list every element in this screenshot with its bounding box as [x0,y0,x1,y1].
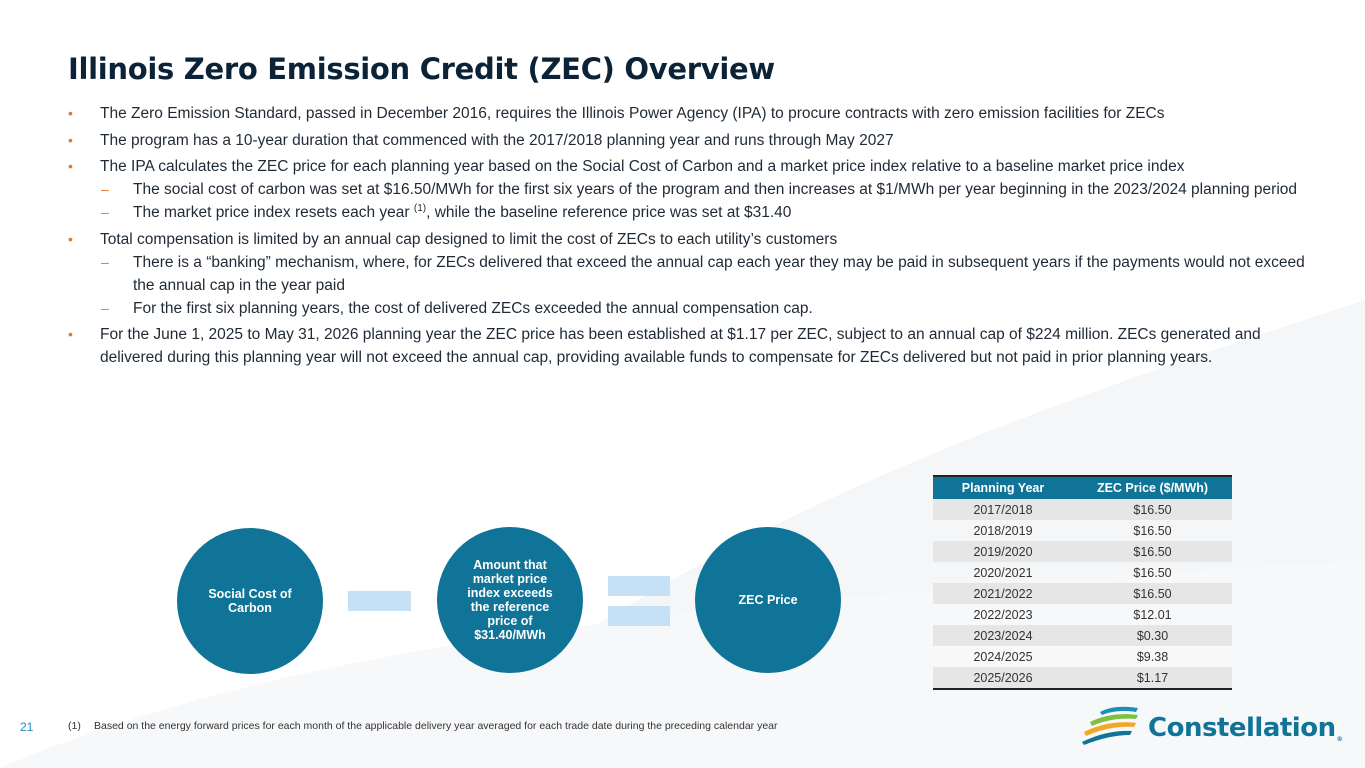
table-row [933,625,1232,646]
bullet-item [66,155,1306,224]
bullet-item [66,129,1306,152]
table-row [933,520,1232,541]
planning-year-cell: 2018/2019 [973,523,1033,538]
planning-year-cell: 2019/2020 [933,541,1073,562]
zec-price-cell: $1.17 [1073,667,1232,689]
planning-year-cell: 2024/2025 [973,649,1033,664]
zec-price-cell: $16.50 [1073,541,1232,562]
zec-price-cell: $0.30 [1073,625,1232,646]
page-number: 21 [20,720,34,734]
table-row [933,604,1232,625]
page-title: Illinois Zero Emission Credit (ZEC) Overview [68,52,775,86]
zec-price-cell: $9.38 [1136,649,1169,664]
zec-price-cell: $16.50 [1073,499,1232,520]
table-row [933,562,1232,583]
bullet-text: Total compensation is limited by an annual cap designed to limit the cost of ZECs to each utility’s customers [100,230,838,248]
footnote-text: Based on the energy forward prices for each month of the applicable delivery year averaged for each trade date during the preceding calendar year [94,720,778,732]
sub-bullet-item: – There is a “banking” mechanism, where, for ZECs delivered that exceed the annual cap each year they may be paid in subsequent years if the payments would not exceed the annual cap in the year paid [100,251,1306,297]
header-zec-price: ZEC Price ($/MWh) [1073,476,1232,499]
bullet-item [66,323,1306,369]
bullet-text: The IPA calculates the ZEC price for each planning year based on the Social Cost of Carbon and a market price index relative to a baseline market price index [100,158,1185,175]
table-header-row [933,476,1232,499]
table-row [933,667,1232,689]
bullet-item [66,228,1306,320]
sub-bullet-item [100,201,1306,224]
planning-year-cell: 2020/2021 [973,565,1033,580]
table-row [933,499,1232,520]
formula-market-excess-label: Amount that market price index exceeds the reference price of $31.40/MWh [467,558,553,642]
footnote [68,720,778,732]
table-row [933,583,1232,604]
logo-wordmark: Constellation® [1148,713,1343,743]
zec-price-cell: $16.50 [1073,583,1232,604]
bullet-text: The Zero Emission Standard, passed in December 2016, requires the Illinois Power Agency (IPA) to procure contracts with zero emission facilities for ZECs [100,105,1165,122]
bullet-text: The program has a 10-year duration that commenced with the 2017/2018 planning year and runs through May 2027 [100,131,894,149]
planning-year-cell: 2022/2023 [973,607,1033,622]
formula-social-cost-label: Social Cost of Carbon [208,587,292,615]
table-row [933,541,1232,562]
footnote-reference: (1) [413,202,427,214]
planning-year-cell: 2021/2022 [933,583,1073,604]
zec-price-cell: $16.50 [1133,565,1172,580]
zec-price-cell: $16.50 [1133,523,1172,538]
header-planning-year: Planning Year [933,476,1073,499]
sub-bullet-text: The market price index resets each year [133,204,414,221]
bullet-item [66,102,1306,125]
formula-zec-price-label: ZEC Price [738,593,798,607]
bullet-text: For the June 1, 2025 to May 31, 2026 planning year the ZEC price has been established at $1.17 per ZEC, subject to an annual cap of $224 million. ZECs generated and delivered during this planning year will not exceed the annual cap, providing available funds to compensate for ZECs delivered but not paid in prior planning years. [100,326,1261,366]
planning-year-cell: 2023/2024 [933,625,1073,646]
minus-operator [348,591,411,611]
sub-bullet-item: – The social cost of carbon was set at $16.50/MWh for the first six years of the program and then increases at $1/MWh per year beginning in the 2023/2024 planning period [100,178,1306,201]
formula-market-excess-circle [437,527,583,673]
zec-price-table [933,475,1232,690]
bullet-list [66,102,1306,373]
formula-social-cost-circle [177,528,323,674]
footnote-mark: (1) [68,720,81,732]
table-row [933,646,1232,667]
planning-year-cell: 2017/2018 [933,499,1073,520]
zec-price-cell: $12.01 [1133,607,1172,622]
formula-zec-price-circle [695,527,841,673]
sub-bullet-text: , while the baseline reference price was set at $31.40 [426,204,792,221]
sub-bullet-item: – For the first six planning years, the cost of delivered ZECs exceeded the annual compensation cap. [100,297,1306,320]
equals-operator-bottom [608,606,670,626]
equals-operator-top [608,576,670,596]
planning-year-cell: 2025/2026 [933,667,1073,689]
